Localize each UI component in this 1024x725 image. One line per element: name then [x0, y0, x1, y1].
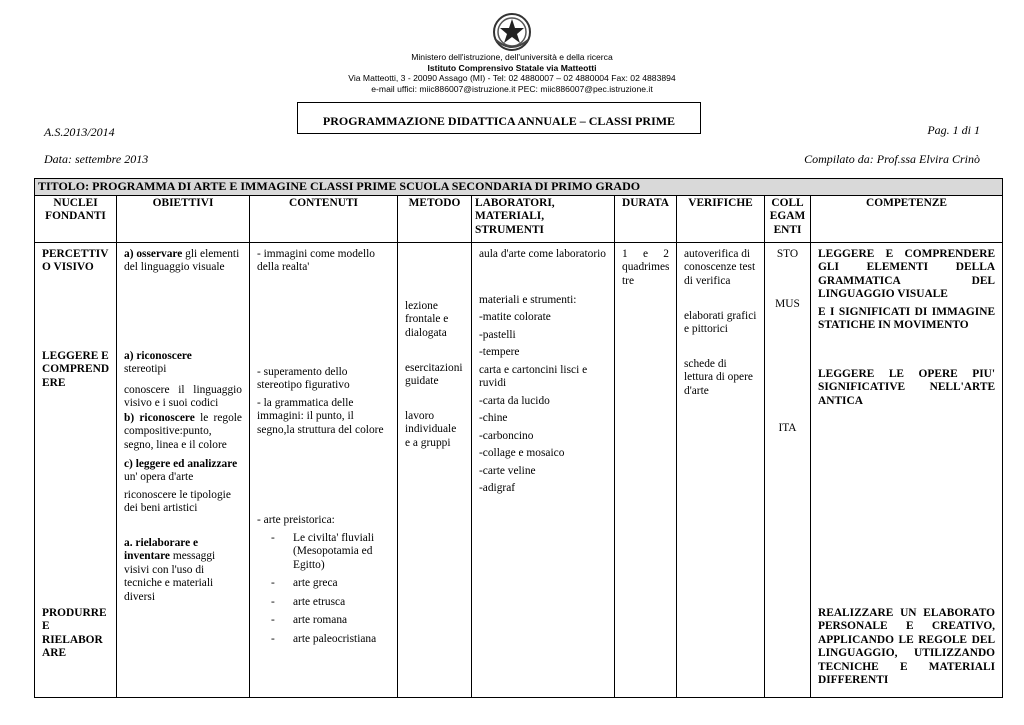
- list-item: -collage e mosaico: [479, 447, 565, 459]
- collegamento-mus: MUS: [775, 297, 800, 310]
- laboratorio-aula: aula d'arte come laboratorio: [479, 247, 606, 260]
- cell-competenze: [811, 242, 1003, 697]
- list-item: -adigraf: [479, 482, 516, 494]
- ministry-line: Ministero dell'istruzione, dell'università e della ricerca: [411, 52, 613, 62]
- document-date: Data: settembre 2013: [44, 152, 149, 166]
- document-title: PROGRAMMAZIONE DIDATTICA ANNUALE – CLASSI PRIME: [297, 102, 701, 134]
- contenuto-stereotipo: - superamento dello stereotipo figurativo: [257, 365, 350, 391]
- list-item: -carta da lucido: [479, 394, 550, 407]
- obiettivo-tipologie: riconoscere le tipologie dei beni artistici: [124, 488, 231, 514]
- collegamento-ita: ITA: [778, 421, 797, 434]
- obiettivo-stereotipi: a) riconoscere stereotipi: [124, 349, 192, 375]
- contenuto-preistoria: - arte preistorica:: [257, 513, 335, 526]
- list-item: - arte romana: [267, 614, 390, 628]
- header-verifiche: VERIFICHE: [677, 195, 765, 242]
- nucleo-percettivo: PERCETTIV O VISIVO: [42, 247, 109, 273]
- cell-laboratori: [472, 242, 615, 697]
- verifica-test: autoverifica di conoscenze test di verifica: [684, 247, 756, 287]
- school-year: A.S.2013/2014: [44, 125, 115, 139]
- nucleo-leggere: LEGGERE E COMPREND ERE: [42, 349, 110, 389]
- list-item: -matite colorate: [479, 311, 551, 323]
- materiali-title: materiali e strumenti:: [479, 293, 577, 306]
- obiettivo-conoscere: conoscere il linguaggio visivo e i suoi codici: [124, 383, 242, 409]
- competenza-leggere: LEGGERE E COMPRENDERE GLI ELEMENTI DELLA GRAMMATICA DEL LINGUAGGIO VISUALE: [818, 247, 996, 300]
- header-collegamenti: COLL EGAM ENTI: [765, 195, 811, 242]
- verifica-schede: schede di lettura di opere d'arte: [684, 357, 753, 397]
- list-item: - arte greca: [267, 577, 390, 591]
- cell-obiettivi: [117, 242, 250, 697]
- program-table: [34, 178, 1003, 698]
- republic-emblem-icon: [491, 10, 533, 54]
- list-item: -carte veline: [479, 464, 536, 477]
- school-address: Via Matteotti, 3 - 20090 Assago (MI) - Tel: 02 4880007 – 02 4880004 Fax: 02 4883894: [348, 73, 676, 83]
- durata-text: 1 e 2 quadrimes tre: [622, 247, 670, 287]
- school-name: Istituto Comprensivo Statale via Matteotti: [427, 62, 597, 73]
- metodo-lavoro: lavoro individuale e a gruppi: [405, 409, 457, 449]
- obiettivo-leggere-opera: c) leggere ed analizzare un' opera d'arte: [124, 457, 238, 483]
- document-author: Compilato da: Prof.ssa Elvira Crinò: [804, 152, 980, 166]
- nucleo-produrre: PRODURRE E RIELABOR ARE: [42, 606, 107, 659]
- cell-collegamenti: [765, 242, 811, 697]
- metodo-lezione: lezione frontale e dialogata: [405, 299, 449, 339]
- cell-contenuti: [250, 242, 398, 697]
- list-item: - arte etrusca: [267, 596, 390, 610]
- list-item: -carboncino: [479, 429, 534, 442]
- metodo-esercitazioni: esercitazioni guidate: [405, 361, 463, 387]
- header-laboratori: LABORATORI, MATERIALI, STRUMENTI: [472, 195, 615, 242]
- contenuto-grammatica: - la grammatica delle immagini: il punto, il segno,la struttura del colore: [257, 396, 384, 436]
- header-contenuti: CONTENUTI: [250, 195, 398, 242]
- header-obiettivi: OBIETTIVI: [117, 195, 250, 242]
- list-item: carta e cartoncini lisci e ruvidi: [479, 363, 588, 389]
- list-item: - Le civilta' fluviali (Mesopotamia ed Egitto): [267, 532, 390, 573]
- school-header: [262, 52, 762, 94]
- list-item: -chine: [479, 412, 508, 424]
- header-competenze: COMPETENZE: [811, 195, 1003, 242]
- list-item: -tempere: [479, 346, 520, 358]
- obiettivo-rielaborare: a. rielaborare e inventare messaggi visivi con l'uso di tecniche e materiali diversi: [124, 536, 216, 603]
- verifica-elaborati: elaborati grafici e pittorici: [684, 309, 757, 335]
- contenuto-modello: - immagini come modello della realta': [257, 247, 375, 273]
- cell-durata: [615, 242, 677, 697]
- competenza-opere: LEGGERE LE OPERE PIU' SIGNIFICATIVE NELL'ARTE ANTICA: [818, 367, 996, 407]
- obiettivo-osservare: a) osservare gli elementi del linguaggio visuale: [124, 247, 240, 273]
- header-metodo: METODO: [398, 195, 472, 242]
- school-email: e-mail uffici: miic886007@istruzione.it PEC: miic886007@pec.istruzione.it: [371, 83, 653, 94]
- obiettivo-regole: b) riconoscere le regole compositive:punto, segno, linea e il colore: [124, 411, 242, 451]
- materiali-list: [479, 294, 607, 500]
- competenza-realizzare: REALIZZARE UN ELABORATO PERSONALE E CREATIVO, APPLICANDO LE REGOLE DEL LINGUAGGIO, UTILIZZANDO TECNICHE E MATERIALI DIFFERENTI: [818, 606, 996, 686]
- header-nuclei: NUCLEI FONDANTI: [35, 195, 117, 242]
- header-durata: DURATA: [615, 195, 677, 242]
- competenza-significati: E I SIGNIFICATI DI IMMAGINE STATICHE IN MOVIMENTO: [818, 305, 996, 331]
- collegamento-sto: STO: [776, 247, 799, 260]
- table-title: TITOLO: PROGRAMMA DI ARTE E IMMAGINE CLASSI PRIME SCUOLA SECONDARIA DI PRIMO GRADO: [35, 179, 1003, 196]
- list-item: - arte paleocristiana: [267, 633, 390, 647]
- arte-list: [267, 532, 390, 652]
- cell-metodo: [398, 242, 472, 697]
- cell-nuclei: [35, 242, 117, 697]
- cell-verifiche: [677, 242, 765, 697]
- list-item: -pastelli: [479, 328, 516, 341]
- page-number: Pag. 1 di 1: [927, 123, 980, 137]
